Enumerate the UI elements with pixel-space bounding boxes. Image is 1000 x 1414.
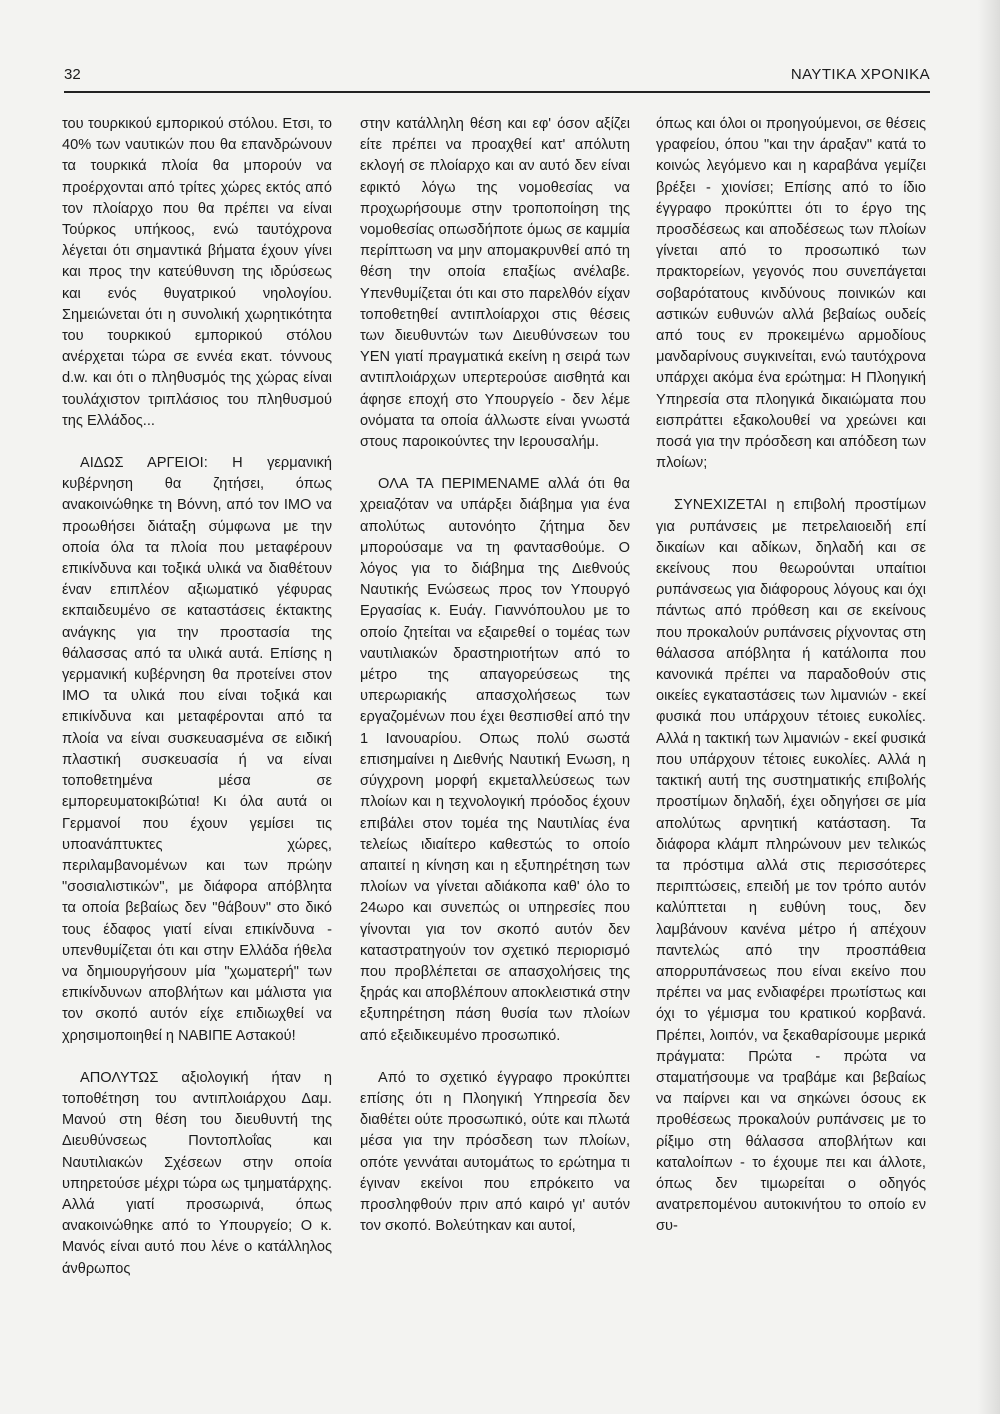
page-edge-shadow: [978, 0, 1000, 1414]
page-number: 32: [64, 66, 81, 83]
journal-title: ΝΑΥΤΙΚΑ ΧΡΟΝΙΚΑ: [790, 66, 930, 83]
article-columns: [62, 114, 932, 1374]
paragraph: όπως και όλοι οι προηγούμενοι, σε θέσεις γραφείου, όπου "και την άραξαν" κατά το κοινώς λεγόμενο και η καραβάνα γεμίζει βρέξει - χιονίσει; Επίσης από το ίδιο έγγραφο προκύπτει ότι το έργο της προσδέσεως και αποδέσεως των πλοίων γίνεται από το προσωπικό των πρακτορείων, γεγονός που συνεπάγεται σοβαρότατους κινδύνους ποινικών και αστικών ευθυνών αλλά βεβαίως ουδείς από τους εν προκειμένω αρμοδίους μανδαρίνους συγκινείται, ενώ ταυτόχρονα υπάρχει ακόμα ένα ερώτημα: Η Πλοηγική Υπηρεσία στα πλοηγικά δικαιώματα που εισπράττει εξακολουθεί να χρεώνει και ποσά για την πρόσδεση και απόδεση των πλοίων;: [656, 116, 926, 472]
paragraph: ΑΠΟΛΥΤΩΣ αξιολογική ήταν η τοποθέτηση του αντιπλοιάρχου Δαμ. Μανού στη θέση του διευθυντή της Διευθύνσεως Ποντοπλοΐας και Ναυτιλιακών Σχέσεων στην οποία υπηρετούσε μέχρι τώρα ως τμηματάρχης. Αλλά γιατί προσωρινά, όπως ανακοινώθηκε από το Υπουργείο; Ο κ. Μανός είναι αυτό που λένε ο κατάλληλος άνθρωπος: [62, 1069, 332, 1277]
page-header: [64, 66, 930, 92]
paragraph: ΣΥΝΕΧΙΖΕΤΑΙ η επιβολή προστίμων για ρυπάνσεις με πετρελαιοειδή επί δικαίων και αδίκων, δηλαδή και σε εκείνους που θεωρούνται υπαίτιοι ρυπάνσεως για διάφορους λόγους και όχι πάντως από πρόθεση και σε εκείνους που προκαλούν ρυπάνσεις ρίχνοντας στη θάλασσα απόβλητα ή κατάλοιπα που κανονικά πρέπει να παραδοθούν στις οικείες εγκαταστάσεις των λιμανιών - εκεί φυσικά που υπάρχουν τέτοιες ευκολίες. Αλλά η τακτική των λιμανιών - εκεί φυσικά που υπάρχουν τέτοιες ευκολίες. Αλλά η τακτική αυτή της συστηματικής επιβολής προστίμων δηλαδή, έχει οδηγήσει σε μία απολύτως αρνητική κατάσταση. Τα διάφορα κλάμπ πληρώνουν μεν τελικώς τα πρόστιμα αλλά στις περισσότερες περιπτώσεις, επειδή με τον τρόπο αυτόν καλύπτεται η ευθύνη τους, δεν λαμβάνουν κανένα μέτρο ή απέχουν παντελώς από την προσπάθεια απορρυπάνσεως που είναι εκείνο που πρέπει να μας ενδιαφέρει πρωτίστως και όχι το γέμισμα του κρατικού κορβανά. Πρέπει, λοιπόν, να ξεκαθαρίσουμε μερικά πράγματα: Πρώτα - πρώτα να σταματήσουμε να τραβάμε και βεβαίως να παίρνει και να σηκώνει όσους εκ προθέσεως προκαλούν ρυπάνσεις με το ρίξιμο στη θάλασσα αποβλήτων και καταλοίπων - το έχουμε πει και άλλοτε, όπως δεν τιμωρείται ο οδηγός ανατρεπομένου αυτοκινήτου το οποίο εν συ-: [656, 497, 926, 1235]
header-rule: [64, 91, 930, 93]
paragraph: ΟΛΑ ΤΑ ΠΕΡΙΜΕΝΑΜΕ αλλά ότι θα χρειαζόταν να υπάρξει διάβημα για ένα απολύτως αυτονόητο ζήτημα δεν μπορούσαμε να τη φαντασθούμε. Ο λόγος για το διάβημα της Διεθνούς Ναυτικής Ενώσεως προς τον Υπουργό Εργασίας κ. Ευάγ. Γιαννόπουλου με το οποίο ζητείται να εξαιρεθεί ο τομέας των ναυτιλιακών δραστηριοτήτων από το μέτρο της απαγορεύσεως της υπερωριακής απασχολήσεως των εργαζομένων που έχει θεσπισθεί από την 1 Ιανουαρίου. Οπως πολύ σωστά επισημαίνει η Διεθνής Ναυτική Ενωση, η σύγχρονη μορφή εκμεταλλεύσεως των πλοίων και η τεχνολογική πρόοδος έχουν επιβάλει στον τομέα της Ναυτιλίας ένα τελείως ιδιαίτερο καθεστώς το οποίο απαιτεί η κίνηση και η εξυπηρέτηση των πλοίων να γίνεται αδιάκοπα καθ' όλο το 24ωρο και συνεπώς οι υπηρεσίες που γίνονται για τον σκοπό αυτόν δεν καταστρατηγούν τον σχετικό περιορισμό που προβλέπεται σε απασχολήσεις της ξηράς και αποβλέπουν αποκλειστικά στην εξυπηρέτηση πάση θυσία των πλοίων από εξειδικευμένο προσωπικό.: [360, 476, 630, 1044]
paragraph: Από το σχετικό έγγραφο προκύπτει επίσης ότι η Πλοηγική Υπηρεσία δεν διαθέτει ούτε προσωπικό, ούτε και πλωτά μέσα για την πρόσδεση των πλοίων, οπότε γεννάται αυτομάτως το ερώτημα τι έγιναν εκείνοι που επρόκειτο να προσληφθούν πριν από καιρό γι' αυτόν τον σκοπό. Βολεύτηκαν και αυτοί,: [360, 1069, 630, 1235]
paragraph: ΑΙΔΩΣ ΑΡΓΕΙΟΙ: Η γερμανική κυβέρνηση θα ζητήσει, όπως ανακοινώθηκε τη Βόννη, από τον ΙΜΟ να προωθήσει διάταξη σύμφωνα με την οποία όλα τα πλοία που μεταφέρουν επικίνδυνα και τοξικά υλικά να διαθέτουν έναν επιπλέον αξιωματικό γέφυρας εκπαιδευμένο σε καταστάσεις έκτακτης ανάγκης για την προστασία της θάλασσας από τα υλικά αυτά. Επίσης η γερμανική κυβέρνηση θα προτείνει στον ΙΜΟ τα υλικά που είναι τοξικά και επικίνδυνα και μεταφέρονται από τα πλοία να είναι συσκευασμένα σε ειδική πλαστική συσκευασία ή να είναι τοποθετημένα μέσα σε εμπορευματοκιβώτια! Κι όλα αυτά οι Γερμανοί που έχουν γεμίσει τις υποανάπτυκτες χώρες, περιλαμβανομένων και των πρώην "σοσιαλιστικών", με διάφορα απόβλητα τα οποία βεβαίως δεν "θάβουν" στο δικό τους έδαφος γιατί είναι επικίνδυνα - υπενθυμίζεται ότι και στην Ελλάδα ήθελα να δημιουργήσουν μία "χωματερή" των επικίνδυνων αποβλήτων και μάλιστα για τον σκοπό αυτόν είχε επιδιωχθεί να χρησιμοποιηθεί η ΝΑΒΙΠΕ Αστακού!: [62, 455, 332, 1044]
column-2: [360, 114, 630, 1237]
column-1: [62, 114, 332, 1280]
column-3: [656, 114, 926, 1238]
paragraph: στην κατάλληλη θέση και εφ' όσον αξίζει είτε πρέπει να προαχθεί κατ' απόλυτη εκλογή σε πλοίαρχο και αν αυτό δεν είναι εφικτό λόγω της νομοθεσίας να προχωρήσουμε στην τροποποίηση της νομοθεσίας οπωσδήποτε όμως σε καμμία περίπτωση να μην απομακρυνθεί από τη θέση την οποία επαξίως ανέλαβε. Υπενθυμίζεται ότι και στο παρελθόν είχαν τοποθετηθεί αντιπλοίαρχοι στις θέσεις των διευθυντών των Διευθύνσεων του ΥΕΝ γιατί πραγματικά εκείνη η σειρά των αντιπλοιάρχων υπερτερούσε αισθητά και άφησε εποχή στο Υπουργείο - δεν λέμε ονόματα τα οποία άλλωστε είναι γνωστά στους παροικούντες την Ιερουσαλήμ.: [360, 116, 630, 451]
paragraph: του τουρκικού εμπορικού στόλου. Ετσι, το 40% των ναυτικών που θα επανδρώνουν τα τουρκικά πλοία θα μπορούν να προέρχονται από τρίτες χώρες εκτός από τον πλοίαρχο που θα πρέπει να είναι Τούρκος υπήκοος, ενώ ταυτόχρονα λέγεται ότι σημαντικά βήματα έχουν γίνει και προς την κατεύθυνση της ιδρύσεως και ενός θυγατρικού νηολογίου. Σημειώνεται ότι η συνολική χωρητικότητα του τουρκικού εμπορικού στόλου ανέρχεται τώρα σε εννέα εκατ. τόννους d.w. και ότι ο πληθυσμός της χώρας είναι τουλάχιστον τριπλάσιος του πληθυσμού της Ελλάδος...: [62, 116, 332, 429]
